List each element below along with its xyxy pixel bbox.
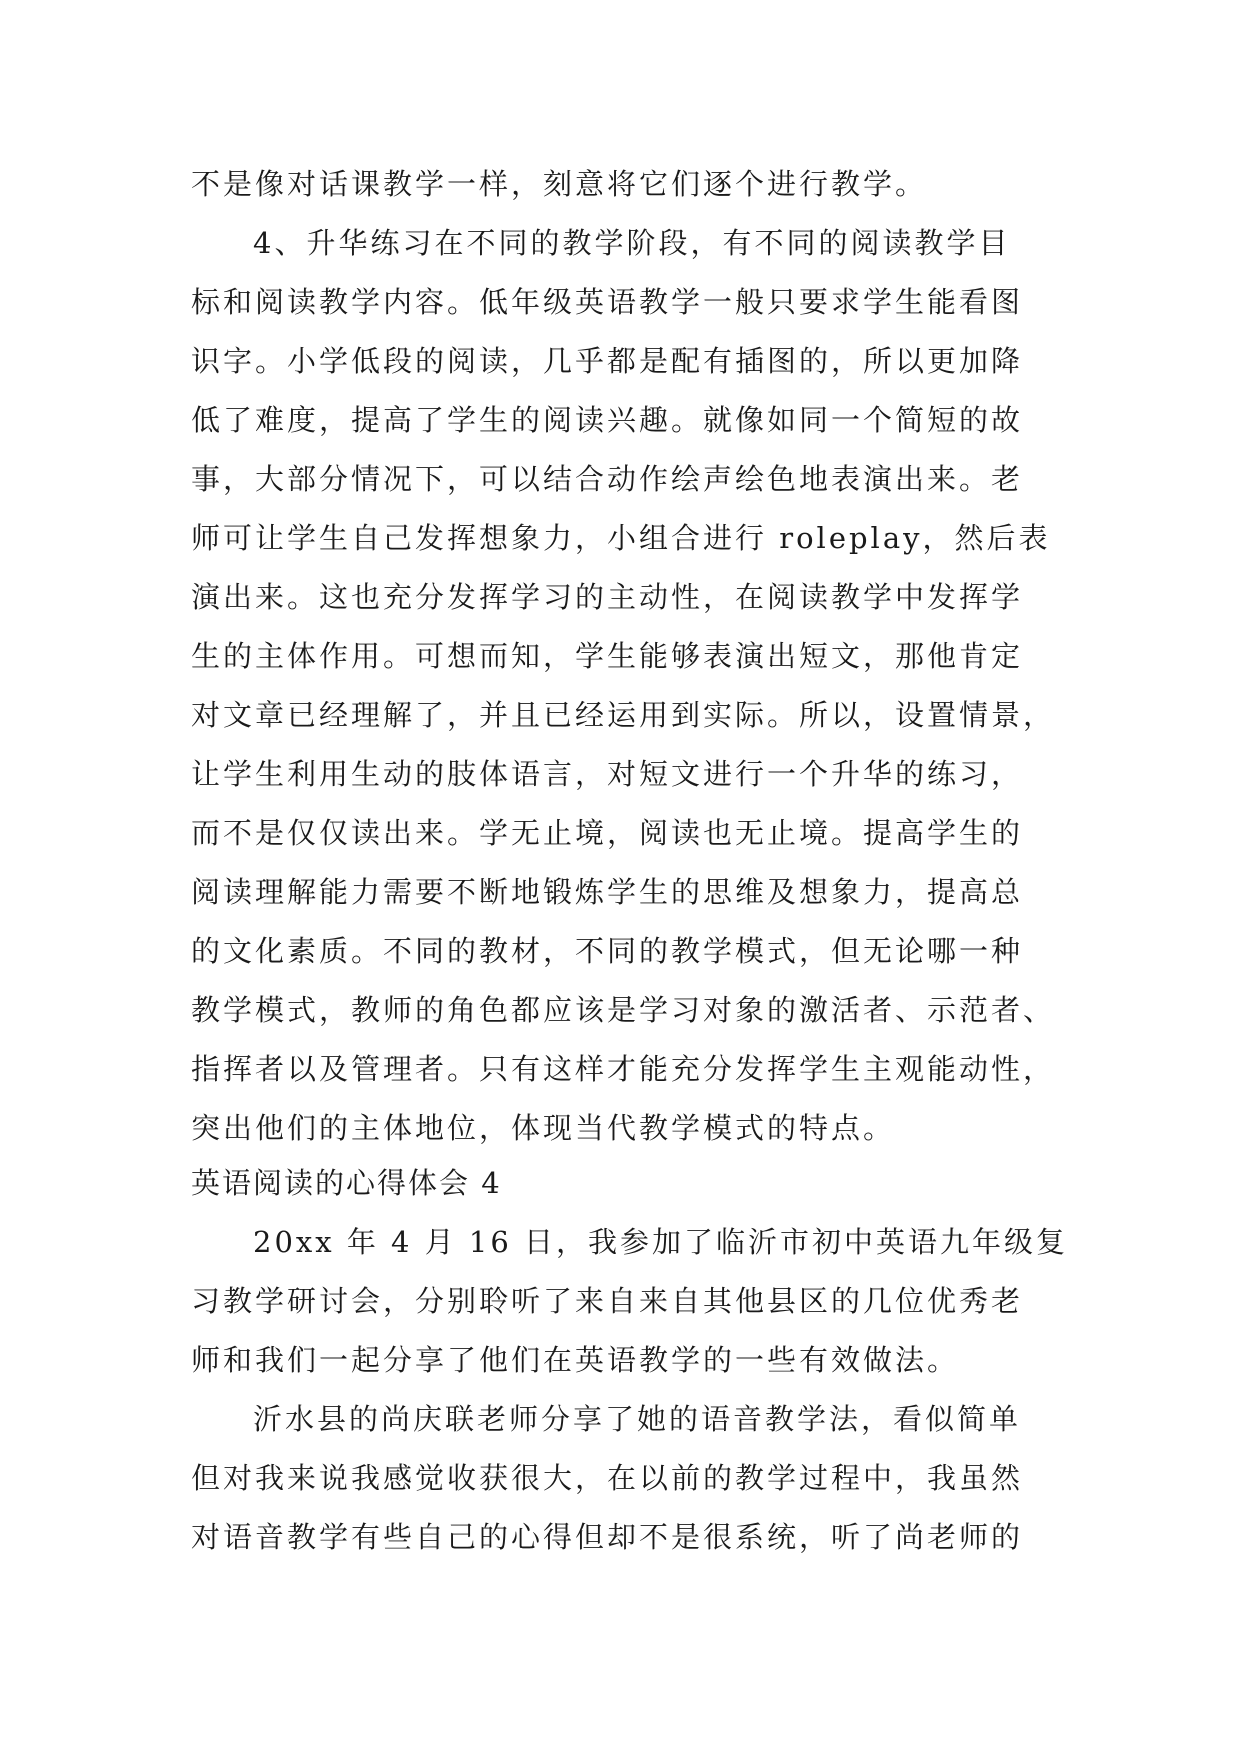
text-line: 师可让学生自己发挥想象力，小组合进行 roleplay，然后表 — [191, 521, 1051, 555]
text-line: 但对我来说我感觉收获很大，在以前的教学过程中，我虽然 — [191, 1461, 1024, 1495]
text-line: 的文化素质。不同的教材，不同的教学模式，但无论哪一种 — [191, 934, 1024, 968]
text-line: 低了难度，提高了学生的阅读兴趣。就像如同一个简短的故 — [191, 403, 1024, 437]
text-line: 师和我们一起分享了他们在英语教学的一些有效做法。 — [191, 1343, 960, 1377]
text-line: 指挥者以及管理者。只有这样才能充分发挥学生主观能动性， — [191, 1052, 1056, 1086]
text-line: 突出他们的主体地位，体现当代教学模式的特点。 — [191, 1111, 896, 1145]
paragraph-first-line: 4、升华练习在不同的教学阶段，有不同的阅读教学目 — [253, 226, 1011, 260]
section-heading: 英语阅读的心得体会 4 — [191, 1166, 502, 1200]
text-line: 阅读理解能力需要不断地锻炼学生的思维及想象力，提高总 — [191, 875, 1024, 909]
text-line: 对语音教学有些自己的心得但却不是很系统，听了尚老师的 — [191, 1520, 1024, 1554]
paragraph-first-line: 沂水县的尚庆联老师分享了她的语音教学法，看似简单 — [253, 1402, 1022, 1436]
text-line: 标和阅读教学内容。低年级英语教学一般只要求学生能看图 — [191, 285, 1024, 319]
text-line: 不是像对话课教学一样，刻意将它们逐个进行教学。 — [191, 167, 928, 201]
text-line: 让学生利用生动的肢体语言，对短文进行一个升华的练习， — [191, 757, 1024, 791]
text-line: 事，大部分情况下，可以结合动作绘声绘色地表演出来。老 — [191, 462, 1024, 496]
text-line: 教学模式，教师的角色都应该是学习对象的激活者、示范者、 — [191, 993, 1056, 1027]
text-line: 对文章已经理解了，并且已经运用到实际。所以，设置情景， — [191, 698, 1056, 732]
text-line: 演出来。这也充分发挥学习的主动性，在阅读教学中发挥学 — [191, 580, 1024, 614]
text-line: 识字。小学低段的阅读，几乎都是配有插图的，所以更加降 — [191, 344, 1024, 378]
text-line: 而不是仅仅读出来。学无止境，阅读也无止境。提高学生的 — [191, 816, 1024, 850]
text-line: 生的主体作用。可想而知，学生能够表演出短文，那他肯定 — [191, 639, 1024, 673]
text-line: 习教学研讨会，分别聆听了来自来自其他县区的几位优秀老 — [191, 1284, 1024, 1318]
paragraph-first-line: 20xx 年 4 月 16 日，我参加了临沂市初中英语九年级复 — [253, 1225, 1069, 1259]
